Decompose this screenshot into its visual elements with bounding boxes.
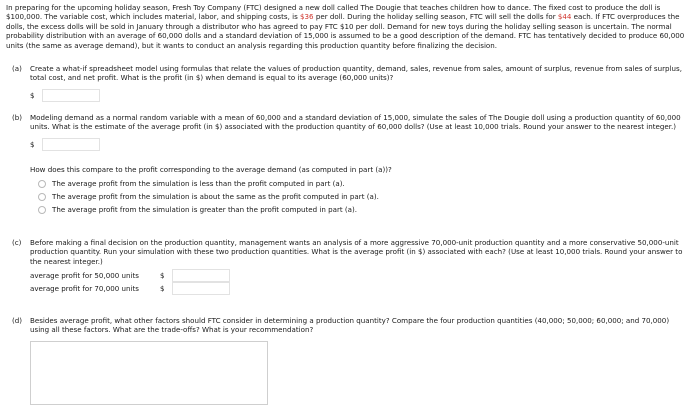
part-c-question: Before making a final decision on the production quantity, management wants an analysis of a more aggressive 70,000-unit production quantity and a more conservative 50,000-unit production quantity. Run your simulation with these two production quantities. What is the average profit (in $) associated with each? (Use at least 10,000 trials. Round your answer to the nearest integer.) — [30, 238, 683, 266]
part-a-profit-input[interactable] — [42, 89, 100, 102]
variable-cost-value: $36 — [300, 12, 314, 22]
option-less[interactable] — [38, 177, 690, 190]
part-c-answer-rows — [30, 269, 690, 295]
part-d-label: (d) — [12, 316, 23, 325]
intro-text-3: each. If FTC overproduces the dolls, the excess dolls will be sold in January through a distributor who has agreed to pay FTC $10 per doll. Demand for new toys during the holiday selling season is uncertain. The normal probability distribution with an average of 60,000 dolls and a standard deviation of 15,000 is assumed to be a good description of the demand. FTC has tentatively decided to produce 60,000 units (the same as average demand), but it wants to conduct an analysis regarding this production quantity before finalizing the decision. — [6, 12, 685, 50]
profit-70000-label: average profit for 70,000 units — [30, 284, 139, 294]
part-b-question: Modeling demand as a normal random variable with a mean of 60,000 and a standard deviation of 15,000, simulate the sales of The Dougie doll using a production quantity of 60,000 units. What is the estimate of the average profit (in $) associated with the production quantity of 60,000 dolls? (Use at least 10,000 trials. Round your answer to the nearest integer.) — [30, 113, 681, 132]
profit-70000-input[interactable] — [172, 282, 230, 295]
profit-70000-row — [30, 282, 690, 295]
part-b-comparison-question: How does this compare to the profit corresponding to the average demand (as computed in part (a))? — [30, 164, 392, 174]
intro-text-1: In preparing for the upcoming holiday season, Fresh Toy Company (FTC) designed a new doll called The Dougie that teaches children how to dance. The fixed cost to produce the doll is $100,000. The variable cost, which includes material, labor, and shipping costs, is — [6, 3, 661, 22]
option-label: The average profit from the simulation is less than the profit computed in part (a). — [52, 179, 345, 189]
dollar-sign: $ — [160, 284, 165, 294]
part-a-label: (a) — [12, 64, 22, 73]
dollar-sign: $ — [160, 271, 165, 281]
radio-button[interactable] — [38, 206, 46, 214]
part-c-label: (c) — [12, 238, 22, 247]
recommendation-textarea[interactable] — [30, 341, 268, 405]
option-label: The average profit from the simulation is greater than the profit computed in part (a). — [52, 205, 358, 215]
part-b-body — [30, 113, 690, 216]
profit-50000-label: average profit for 50,000 units — [30, 271, 139, 281]
radio-button[interactable] — [38, 180, 46, 188]
part-b-average-profit-input[interactable] — [42, 138, 100, 151]
intro-text-2: per doll. During the holiday selling season, FTC will sell the dolls for — [313, 12, 558, 22]
part-d-body — [30, 316, 690, 405]
option-label: The average profit from the simulation is about the same as the profit computed in part (a). — [52, 192, 379, 202]
part-a-question: Create a what-if spreadsheet model using formulas that relate the values of production quantity, demand, sales, revenue from sales, amount of surplus, revenue from sales of surplus, total cost, and net profit. What is the profit (in $) when demand is equal to its average (60,000 units)? — [30, 64, 682, 83]
part-d-question: Besides average profit, what other factors should FTC consider in determining a production quantity? Compare the four production quantities (40,000; 50,000; 60,000; and 70,000) using all these factors. What are the trade-offs? What is your recommendation? — [30, 316, 670, 335]
part-b-options — [30, 177, 690, 216]
problem-intro — [6, 3, 696, 50]
radio-button[interactable] — [38, 193, 46, 201]
part-b-label: (b) — [12, 113, 23, 122]
profit-50000-row — [30, 269, 690, 282]
selling-price-value: $44 — [557, 12, 572, 22]
option-same[interactable] — [38, 190, 690, 203]
part-b-answer-row — [30, 138, 690, 151]
profit-50000-input[interactable] — [172, 269, 230, 282]
dollar-sign: $ — [30, 139, 35, 149]
part-a-body — [30, 64, 690, 102]
option-greater[interactable] — [38, 203, 690, 216]
dollar-sign: $ — [30, 90, 35, 100]
part-c-body — [30, 238, 690, 295]
part-a-answer-row — [30, 89, 690, 102]
